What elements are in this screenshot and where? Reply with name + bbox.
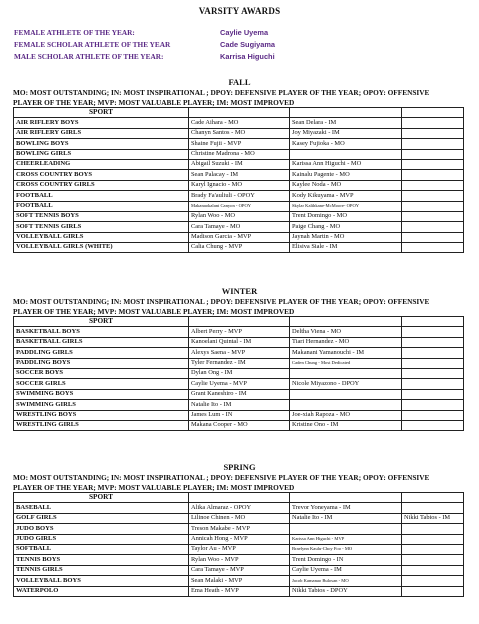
sport-cell: BASKETBALL BOYS bbox=[14, 327, 189, 337]
award-legend bbox=[0, 473, 479, 492]
table-row bbox=[14, 368, 464, 378]
recipient-cell bbox=[402, 222, 464, 232]
sport-cell: PADDLING GIRLS bbox=[14, 348, 189, 358]
recipient-cell bbox=[402, 400, 464, 410]
header-cell bbox=[290, 493, 402, 503]
table-row bbox=[14, 118, 464, 128]
recipient-cell: Christine Madrona - MO bbox=[189, 149, 290, 159]
recipient-cell: Trent Domingo - MO bbox=[290, 211, 402, 221]
recipient-cell: Annicah Hong - MVP bbox=[189, 534, 290, 544]
header-cell bbox=[402, 493, 464, 503]
sport-cell: SOFTBALL bbox=[14, 544, 189, 554]
awards-table bbox=[13, 492, 464, 597]
sport-cell: PADDLING BOYS bbox=[14, 358, 189, 368]
recipient-cell: Trent Domingo - IN bbox=[290, 555, 402, 565]
legend-line: PLAYER OF THE YEAR; MVP: MOST VALUABLE PLAYER; IM: MOST IMPROVED bbox=[13, 482, 295, 492]
table-row bbox=[14, 348, 464, 358]
sport-cell: BOWLING GIRLS bbox=[14, 149, 189, 159]
recipient-cell: Kody Kikuyama - MVP bbox=[290, 191, 402, 201]
recipient-cell: Karissa Ann Higuchi - MO bbox=[290, 159, 402, 169]
recipient-cell bbox=[402, 170, 464, 180]
recipient-cell: Sean Palacay - IM bbox=[189, 170, 290, 180]
recipient-cell: Alexys Saena - MVP bbox=[189, 348, 290, 358]
sport-cell: SOFT TENNIS GIRLS bbox=[14, 222, 189, 232]
table-header-row bbox=[14, 108, 464, 118]
table-row bbox=[14, 513, 464, 523]
table-row bbox=[14, 565, 464, 575]
recipient-cell bbox=[402, 358, 464, 368]
table-header-row bbox=[14, 317, 464, 327]
sport-header: SPORT bbox=[14, 493, 189, 503]
season-spring bbox=[0, 461, 479, 597]
sport-cell: BASKETBALL GIRLS bbox=[14, 337, 189, 347]
recipient-cell: Deltha Viena - MO bbox=[290, 327, 402, 337]
table-row bbox=[14, 191, 464, 201]
recipient-cell: Kanoelani Quintal - IM bbox=[189, 337, 290, 347]
recipient-cell: Sean Malaki - MVP bbox=[189, 576, 290, 586]
recipient-cell bbox=[402, 232, 464, 242]
recipient-cell: Nikki Tabios - IM bbox=[402, 513, 464, 523]
award-legend bbox=[0, 88, 479, 107]
table-row bbox=[14, 400, 464, 410]
sport-cell: TENNIS BOYS bbox=[14, 555, 189, 565]
sport-cell: BASEBALL bbox=[14, 503, 189, 513]
recipient-cell: Joe-xiah Rapoza - MO bbox=[290, 410, 402, 420]
sport-header: SPORT bbox=[14, 317, 189, 327]
recipient-cell: Alika Almaraz - OPOY bbox=[189, 503, 290, 513]
award-recipient: Cade Sugiyama bbox=[220, 39, 276, 49]
award-label: FEMALE SCHOLAR ATHLETE OF THE YEAR bbox=[14, 39, 171, 49]
table-row bbox=[14, 420, 464, 430]
recipient-cell bbox=[290, 149, 402, 159]
recipient-cell bbox=[402, 565, 464, 575]
sport-cell: SOCCER GIRLS bbox=[14, 379, 189, 389]
recipient-cell: Elisiva Siale - IM bbox=[290, 243, 402, 253]
recipient-cell: Kasey Fujioka - MO bbox=[290, 139, 402, 149]
recipient-cell: Makanani Yamanouchi - IM bbox=[290, 348, 402, 358]
header-cell bbox=[290, 317, 402, 327]
award-row bbox=[14, 38, 314, 50]
recipient-cell: Chanyn Santos - MO bbox=[189, 128, 290, 138]
recipient-cell bbox=[402, 201, 464, 211]
recipient-cell bbox=[402, 368, 464, 378]
sport-cell: WATERPOLO bbox=[14, 586, 189, 596]
recipient-cell: Lilinoe Chinen - MO bbox=[189, 513, 290, 523]
header-cell bbox=[189, 493, 290, 503]
recipient-cell: Trevor Yoneyama - IM bbox=[290, 503, 402, 513]
recipient-cell: Madison Garcia - MVP bbox=[189, 232, 290, 242]
recipient-cell: Rylan Woo - MVP bbox=[189, 555, 290, 565]
recipient-cell bbox=[402, 379, 464, 389]
season-title: SPRING bbox=[223, 462, 256, 472]
table-row bbox=[14, 555, 464, 565]
recipient-cell: Karyl Ignacio - MO bbox=[189, 180, 290, 190]
recipient-cell bbox=[402, 524, 464, 534]
recipient-cell: Joy Miyazaki - IM bbox=[290, 128, 402, 138]
table-row bbox=[14, 544, 464, 554]
recipient-cell bbox=[290, 368, 402, 378]
recipient-cell: Sean Delara - IM bbox=[290, 118, 402, 128]
sport-cell: SOCCER BOYS bbox=[14, 368, 189, 378]
table-row bbox=[14, 232, 464, 242]
recipient-cell bbox=[402, 180, 464, 190]
header-cell bbox=[402, 108, 464, 118]
table-row bbox=[14, 379, 464, 389]
season-title: WINTER bbox=[221, 286, 258, 296]
recipient-cell bbox=[402, 410, 464, 420]
table-row bbox=[14, 170, 464, 180]
sport-cell: VOLLEYBALL BOYS bbox=[14, 576, 189, 586]
sport-cell: VOLLEYBALL GIRLS (WHITE) bbox=[14, 243, 189, 253]
sport-cell: TENNIS GIRLS bbox=[14, 565, 189, 575]
sport-cell: AIR RIFLERY GIRLS bbox=[14, 128, 189, 138]
table-row bbox=[14, 534, 464, 544]
recipient-cell bbox=[402, 586, 464, 596]
recipient-cell: Natalie Ito - IM bbox=[290, 513, 402, 523]
table-row bbox=[14, 503, 464, 513]
recipient-cell: Nicole Miyazono - DPOY bbox=[290, 379, 402, 389]
recipient-cell: Grant Kaneshiro - IM bbox=[189, 389, 290, 399]
recipient-cell: Kristine Ono - IM bbox=[290, 420, 402, 430]
recipient-cell: Treson Makabe - MVP bbox=[189, 524, 290, 534]
award-recipient: Caylie Uyema bbox=[220, 27, 269, 37]
recipient-cell bbox=[402, 211, 464, 221]
sport-cell: CROSS COUNTRY GIRLS bbox=[14, 180, 189, 190]
sport-cell: SWIMMING GIRLS bbox=[14, 400, 189, 410]
recipient-cell bbox=[402, 149, 464, 159]
sport-cell: CROSS COUNTRY BOYS bbox=[14, 170, 189, 180]
sport-cell: JUDO GIRLS bbox=[14, 534, 189, 544]
recipient-cell bbox=[402, 327, 464, 337]
recipient-cell: Braelynn Kaulu-Choy Foo - MO bbox=[290, 544, 402, 554]
legend-line: PLAYER OF THE YEAR; MVP: MOST VALUABLE PLAYER; IM: MOST IMPROVED bbox=[13, 97, 295, 107]
sport-cell: BOWLING BOYS bbox=[14, 139, 189, 149]
recipient-cell: Kaylee Noda - MO bbox=[290, 180, 402, 190]
recipient-cell: Tiari Hernandez - MO bbox=[290, 337, 402, 347]
table-row bbox=[14, 327, 464, 337]
sport-cell: FOOTBALL bbox=[14, 201, 189, 211]
sport-cell: VOLLEYBALL GIRLS bbox=[14, 232, 189, 242]
legend-line: MO: MOST OUTSTANDING; IN: MOST INSPIRATIONAL ; DPOY: DEFENSIVE PLAYER OF THE YEAR; OPOY: OFFENSIVE bbox=[13, 297, 430, 306]
recipient-cell bbox=[402, 555, 464, 565]
recipient-cell: Caylie Uyema - IM bbox=[290, 565, 402, 575]
header-cell bbox=[402, 317, 464, 327]
table-row bbox=[14, 159, 464, 169]
table-row bbox=[14, 586, 464, 596]
table-row bbox=[14, 243, 464, 253]
award-label: FEMALE ATHLETE OF THE YEAR: bbox=[14, 27, 135, 37]
recipient-cell bbox=[402, 337, 464, 347]
recipient-cell: Albert Perry - MVP bbox=[189, 327, 290, 337]
recipient-cell: Cara Tamaye - MO bbox=[189, 222, 290, 232]
sport-cell: CHEERLEADING bbox=[14, 159, 189, 169]
award-legend bbox=[0, 297, 479, 316]
recipient-cell bbox=[402, 139, 464, 149]
recipient-cell: Rylan Woo - MO bbox=[189, 211, 290, 221]
recipient-cell bbox=[402, 118, 464, 128]
table-header-row bbox=[14, 493, 464, 503]
table-row bbox=[14, 211, 464, 221]
award-row bbox=[14, 50, 314, 62]
table-row bbox=[14, 128, 464, 138]
recipient-cell: Caden Chung - Most Dedicated bbox=[290, 358, 402, 368]
recipient-cell: Cara Tamaye - MVP bbox=[189, 565, 290, 575]
award-row bbox=[14, 26, 314, 38]
legend-line: MO: MOST OUTSTANDING; IN: MOST INSPIRATIONAL ; DPOY: DEFENSIVE PLAYER OF THE YEAR; OPOY: OFFENSIVE bbox=[13, 473, 430, 482]
recipient-cell: Skylar Kalihkane-McMoore- OPOY bbox=[290, 201, 402, 211]
table-row bbox=[14, 410, 464, 420]
recipient-cell: Caylie Uyema - MVP bbox=[189, 379, 290, 389]
recipient-cell bbox=[402, 534, 464, 544]
table-row bbox=[14, 389, 464, 399]
awards-table bbox=[13, 107, 464, 253]
sport-header: SPORT bbox=[14, 108, 189, 118]
recipient-cell: Kainalu Pagente - MO bbox=[290, 170, 402, 180]
table-row bbox=[14, 201, 464, 211]
recipient-cell: Jaynah Martin - MO bbox=[290, 232, 402, 242]
recipient-cell: Jacob Kamanao Bulosan - MO bbox=[290, 576, 402, 586]
sport-cell: SWIMMING BOYS bbox=[14, 389, 189, 399]
recipient-cell: Paige Chang - MO bbox=[290, 222, 402, 232]
recipient-cell: Cade Aihara - MO bbox=[189, 118, 290, 128]
sport-cell: JUDO BOYS bbox=[14, 524, 189, 534]
table-row bbox=[14, 139, 464, 149]
season-fall bbox=[0, 76, 479, 253]
recipient-cell bbox=[402, 191, 464, 201]
table-row bbox=[14, 337, 464, 347]
recipient-cell bbox=[402, 576, 464, 586]
table-row bbox=[14, 180, 464, 190]
recipient-cell: Tyler Fernandez - IM bbox=[189, 358, 290, 368]
sport-cell: AIR RIFLERY BOYS bbox=[14, 118, 189, 128]
recipient-cell: Calia Chung - MVP bbox=[189, 243, 290, 253]
recipient-cell bbox=[402, 389, 464, 399]
recipient-cell bbox=[290, 524, 402, 534]
table-row bbox=[14, 222, 464, 232]
award-recipient: Karrisa Higuchi bbox=[220, 51, 275, 61]
recipient-cell: James Lum - IN bbox=[189, 410, 290, 420]
sport-cell: FOOTBALL bbox=[14, 191, 189, 201]
recipient-cell bbox=[402, 159, 464, 169]
recipient-cell: Nikki Tabios - DPOY bbox=[290, 586, 402, 596]
recipient-cell: Brady Fa'auliuli - OPOY bbox=[189, 191, 290, 201]
sport-cell: SOFT TENNIS BOYS bbox=[14, 211, 189, 221]
table-row bbox=[14, 576, 464, 586]
recipient-cell bbox=[402, 128, 464, 138]
recipient-cell: Karissa Ann Higuchi - MVP bbox=[290, 534, 402, 544]
recipient-cell bbox=[402, 348, 464, 358]
season-winter bbox=[0, 285, 479, 431]
major-awards bbox=[14, 26, 314, 62]
table-row bbox=[14, 149, 464, 159]
legend-line: PLAYER OF THE YEAR; MVP: MOST VALUABLE PLAYER; IM: MOST IMPROVED bbox=[13, 306, 295, 316]
award-label: MALE SCHOLAR ATHLETE OF THE YEAR: bbox=[14, 51, 164, 61]
recipient-cell bbox=[402, 544, 464, 554]
season-title: FALL bbox=[228, 77, 251, 87]
recipient-cell: Abigail Suzuki - IM bbox=[189, 159, 290, 169]
page-title: VARSITY AWARDS bbox=[198, 6, 281, 16]
sport-cell: WRESTLING GIRLS bbox=[14, 420, 189, 430]
recipient-cell: Ema Heath - MVP bbox=[189, 586, 290, 596]
table-row bbox=[14, 358, 464, 368]
sport-cell: GOLF GIRLS bbox=[14, 513, 189, 523]
recipient-cell: Shaine Fujii - MVP bbox=[189, 139, 290, 149]
recipient-cell: Makana Cooper - MO bbox=[189, 420, 290, 430]
recipient-cell bbox=[290, 400, 402, 410]
sport-cell: WRESTLING BOYS bbox=[14, 410, 189, 420]
recipient-cell bbox=[402, 420, 464, 430]
awards-table bbox=[13, 316, 464, 431]
recipient-cell: Makanaokalani Canyon - OPOY bbox=[189, 201, 290, 211]
recipient-cell bbox=[402, 243, 464, 253]
recipient-cell bbox=[290, 389, 402, 399]
recipient-cell: Natalie Ito - IM bbox=[189, 400, 290, 410]
table-row bbox=[14, 524, 464, 534]
recipient-cell: Taylor Au - MVP bbox=[189, 544, 290, 554]
legend-line: MO: MOST OUTSTANDING; IN: MOST INSPIRATIONAL ; DPOY: DEFENSIVE PLAYER OF THE YEAR; OPOY: OFFENSIVE bbox=[13, 88, 430, 97]
recipient-cell bbox=[402, 503, 464, 513]
header-cell bbox=[189, 108, 290, 118]
header-cell bbox=[189, 317, 290, 327]
recipient-cell: Dylan Ong - IM bbox=[189, 368, 290, 378]
header-cell bbox=[290, 108, 402, 118]
